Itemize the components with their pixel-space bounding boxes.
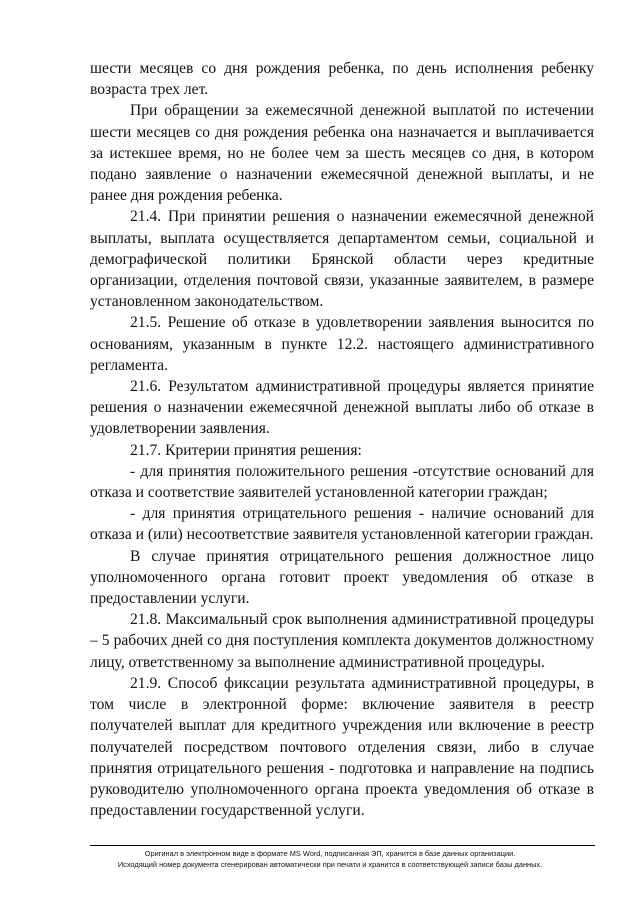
paragraph: - для принятия положительного решения -отсутствие оснований для отказа и соответствие заявителей установленной категории граждан; [90, 462, 594, 502]
footer-line-1: Оригинал в электронном виде в формате MS Word, подписанная ЭП, хранится в базе данных организации. [144, 849, 516, 858]
paragraph: 21.6. Результатом административной процедуры является принятие решения о назначении ежемесячной денежной выплаты либо об отказе в удовлетворении заявления. [90, 378, 594, 438]
paragraph: 21.8. Максимальный срок выполнения административной процедуры – 5 рабочих дней со дня поступления комплекта документов должностному лицу, ответственному за выполнение административной процедуры. [90, 611, 594, 671]
paragraph: шести месяцев со дня рождения ребенка, по день исполнения ребенку возраста трех лет. [90, 60, 594, 99]
paragraph: При обращении за ежемесячной денежной выплатой по истечении шести месяцев со дня рождения ребенка она назначается и выплачивается за истекшее время, но не более чем за шесть месяцев со дня, в котором подано заявление о назначении ежемесячной денежной выплаты, и не ранее дня рождения ребенка. [90, 102, 594, 205]
paragraph: 21.9. Способ фиксации результата административной процедуры, в том числе в электронной форме: включение заявителя в реестр получателей выплат для кредитного учреждения или включение в реестр получателей посредством почтового отделения связи, либо в случае принятия отрицательного решения - подготовка и направление на подпись руководителю уполномоченного органа проекта уведомления об отказе в предоставлении государственной услуги. [90, 674, 594, 820]
paragraph: 21.5. Решение об отказе в удовлетворении заявления выносится по основаниям, указанным в пункте 12.2. настоящего административного регламента. [90, 314, 594, 374]
footer-divider [90, 845, 595, 846]
paragraph: В случае принятия отрицательного решения должностное лицо уполномоченного органа готовит проект уведомления об отказе в предоставлении услуги. [90, 547, 594, 608]
footer-line-2: Исходящий номер документа сгенерирован автоматически при печати и хранится в соответствующей записи базы данных. [117, 860, 543, 869]
paragraph: - для принятия отрицательного решения - наличие оснований для отказа и (или) несоответствие заявителя установленной категории граждан. [90, 505, 594, 544]
paragraph: 21.4. При принятии решения о назначении ежемесячной денежной выплаты, выплата осуществляется департаментом семьи, социальной и демографической политики Брянской области через кредитные организации, отделения почтовой связи, указанные заявителем, в размере установленном законодательством. [90, 208, 594, 311]
document-body [90, 58, 594, 821]
paragraph: 21.7. Критерии принятия решения: [130, 441, 362, 459]
